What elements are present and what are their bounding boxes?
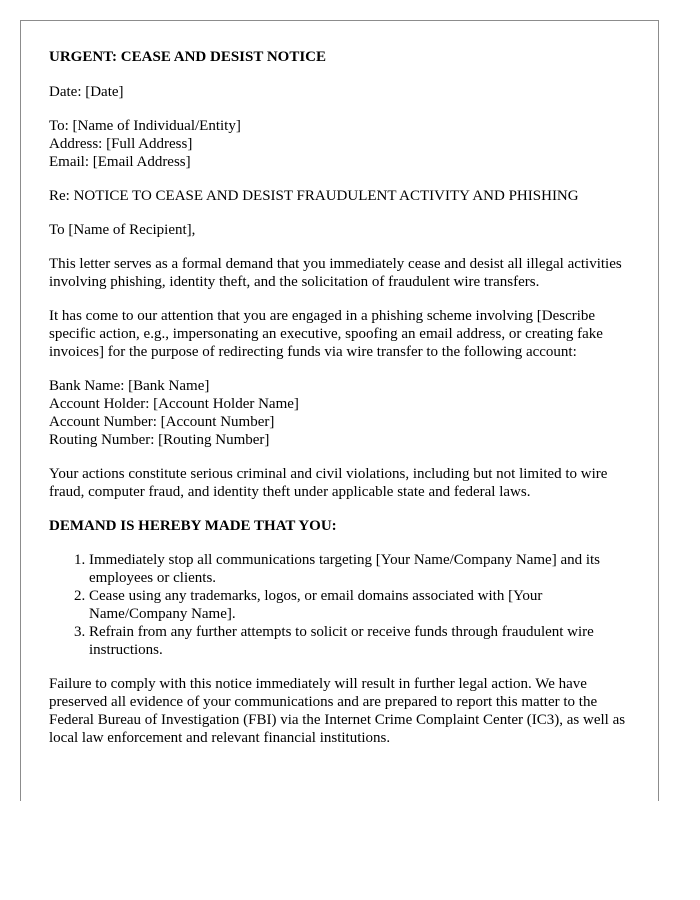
recipient-address-line: Address: [Full Address] [49, 136, 193, 152]
paragraph-intro: This letter serves as a formal demand that you immediately cease and desist all illegal activities involving phishing, identity theft, and the solicitation of fraudulent wire transfers. [49, 256, 622, 290]
letter-content [49, 48, 639, 763]
account-holder-line: Account Holder: [Account Holder Name] [49, 396, 299, 412]
letter-title: URGENT: CEASE AND DESIST NOTICE [49, 49, 327, 65]
bank-details-block [49, 377, 639, 449]
demand-heading: DEMAND IS HEREBY MADE THAT YOU: [49, 518, 337, 534]
paragraph-consequences: Failure to comply with this notice immediately will result in further legal action. We have preserved all evidence of your communications and are prepared to report this matter to the Federal Bureau of Investigation (FBI) via the Internet Crime Complaint Center (IC3), as well as local law enforcement and relevant financial institutions. [49, 676, 626, 746]
account-number-line: Account Number: [Account Number] [49, 414, 275, 430]
letter-page [20, 20, 659, 801]
bank-name-line: Bank Name: [Bank Name] [49, 378, 210, 394]
demand-item: 2. Cease using any trademarks, logos, or email domains associated with [Your Name/Company Name]. [89, 587, 639, 623]
recipient-email-line: Email: [Email Address] [49, 154, 191, 170]
demand-item: 1. Immediately stop all communications targeting [Your Name/Company Name] and its employees or clients. [89, 551, 639, 587]
routing-number-line: Routing Number: [Routing Number] [49, 432, 270, 448]
letter-date: Date: [Date] [49, 84, 124, 100]
recipient-block [49, 117, 639, 171]
demand-list [49, 551, 639, 659]
re-line: Re: NOTICE TO CEASE AND DESIST FRAUDULENT ACTIVITY AND PHISHING [49, 188, 579, 204]
recipient-name-line: To: [Name of Individual/Entity] [49, 118, 241, 134]
salutation: To [Name of Recipient], [49, 222, 196, 238]
paragraph-scheme: It has come to our attention that you are engaged in a phishing scheme involving [Describe specific action, e.g., impersonating an executive, spoofing an email address, or creating fake invoices] for the purpose of redirecting funds via wire transfer to the following account: [49, 308, 603, 360]
demand-item: 3. Refrain from any further attempts to solicit or receive funds through fraudulent wire instructions. [89, 623, 639, 659]
paragraph-violations: Your actions constitute serious criminal and civil violations, including but not limited to wire fraud, computer fraud, and identity theft under applicable state and federal laws. [49, 466, 608, 500]
